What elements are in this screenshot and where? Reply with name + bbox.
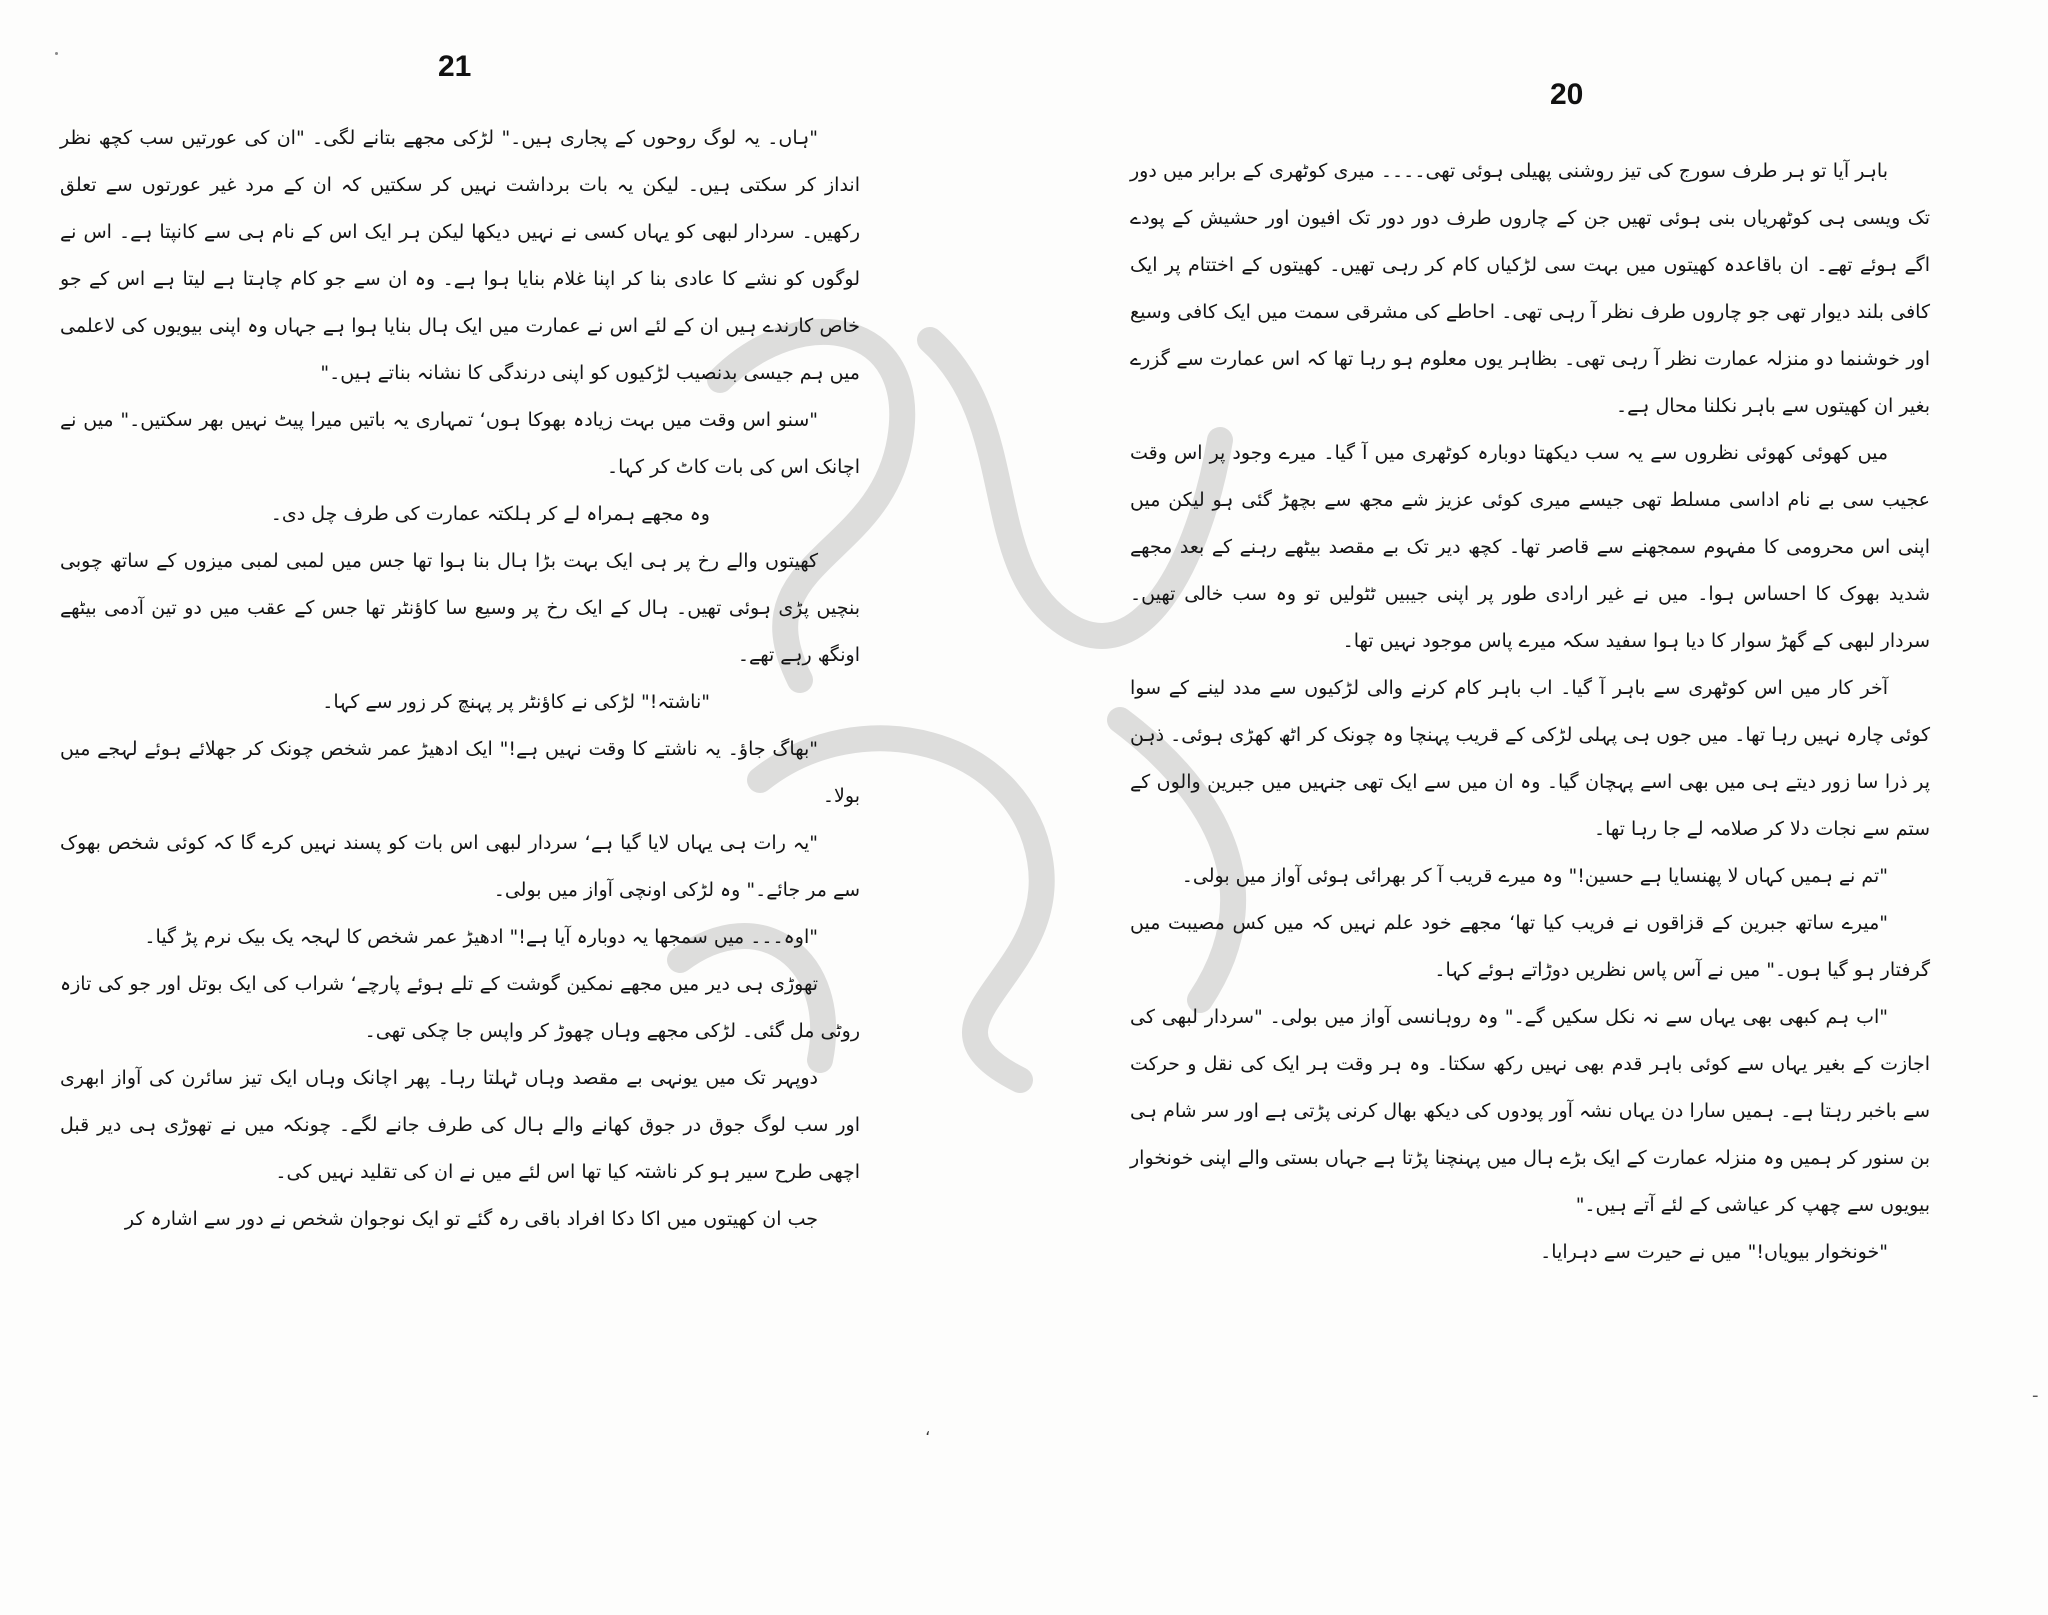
paragraph: "ہاں۔ یہ لوگ روحوں کے پجاری ہیں۔" لڑکی مجھے بتانے لگی۔ "ان کی عورتیں سب کچھ نظر انداز کر سکتی ہیں۔ لیکن یہ بات برداشت نہیں کر سکتیں کہ ان کے مرد غیر عورتوں سے تعلق رکھیں۔ سردار لبھی کو یہاں کسی نے نہیں دیکھا لیکن ہر ایک اس کے نام ہی سے کانپتا ہے۔ اس نے لوگوں کو نشے کا عادی بنا کر اپنا غلام بنایا ہوا ہے۔ وہ ان سے جو کام چاہتا ہے لیتا ہے اس کے جو خاص کارندے ہیں ان کے لئے اس نے عمارت میں ایک ہال بنایا ہوا ہے جہاں وہ اپنی بیویوں کی لاعلمی میں ہم جیسی بدنصیب لڑکیوں کو اپنی درندگی کا نشانہ بناتے ہیں۔" [60,127,860,384]
edge-mark: - [2032,1385,2039,1406]
paragraph: کھیتوں والے رخ پر ہی ایک بہت بڑا ہال بنا ہوا تھا جس میں لمبی لمبی میزوں کے ساتھ چوبی بنچیں پڑی ہوئی تھیں۔ ہال کے ایک رخ پر وسیع سا کاؤنٹر تھا جس کے عقب میں دو تین آدمی بیٹھے اونگھ رہے تھے۔ [60,550,860,666]
paragraph: "بھاگ جاؤ۔ یہ ناشتے کا وقت نہیں ہے!" ایک ادھیڑ عمر شخص چونک کر جھلائے ہوئے لہجے میں بولا۔ [60,738,860,807]
page-text [60,115,860,1243]
paragraph: جب ان کھیتوں میں اکا دکا افراد باقی رہ گئے تو ایک نوجوان شخص نے دور سے اشارہ کر [124,1208,818,1230]
scan-speck [55,52,58,55]
paragraph: آخر کار میں اس کوٹھری سے باہر آ گیا۔ اب باہر کام کرنے والی لڑکیوں سے مدد لینے کے سوا کوئی چارہ نہیں رہا تھا۔ میں جوں ہی پہلی لڑکی کے قریب پہنچا وہ چونک کر اٹھ کھڑی ہوئی۔ ذہن پر ذرا سا زور دیتے ہی میں بھی اسے پہچان گیا۔ وہ ان میں سے ایک تھی جنہیں میں جبرین والوں کے ستم سے نجات دلا کر صلامہ لے جا رہا تھا۔ [1130,677,1930,840]
paragraph: "خونخوار بیویاں!" میں نے حیرت سے دہرایا۔ [1540,1241,1888,1263]
paragraph: "ناشتہ!" لڑکی نے کاؤنٹر پر پہنچ کر زور سے کہا۔ [322,691,710,713]
paragraph: تھوڑی ہی دیر میں مجھے نمکین گوشت کے تلے ہوئے پارچے‘ شراب کی ایک بوتل اور جو کی تازہ روٹی مل گئی۔ لڑکی مجھے وہاں چھوڑ کر واپس جا چکی تھی۔ [60,973,860,1042]
paragraph: وہ مجھے ہمراہ لے کر ہلکتہ عمارت کی طرف چل دی۔ [270,503,710,525]
paragraph: میں کھوئی کھوئی نظروں سے یہ سب دیکھتا دوبارہ کوٹھری میں آ گیا۔ میرے وجود پر اس وقت عجیب سی بے نام اداسی مسلط تھی جیسے میری کوئی عزیز شے مجھ سے بچھڑ گئی ہو لیکن میں اپنی اس محرومی کا مفہوم سمجھنے سے قاصر تھا۔ کچھ دیر تک بے مقصد بیٹھے رہنے کے بعد مجھے شدید بھوک کا احساس ہوا۔ میں نے غیر ارادی طور پر اپنی جیبیں ٹٹولیں تو وہ سب خالی تھیں۔ سردار لبھی کے گھڑ سوار کا دیا ہوا سفید سکہ میرے پاس موجود نہیں تھا۔ [1130,442,1930,652]
paragraph: "اب ہم کبھی بھی یہاں سے نہ نکل سکیں گے۔" وہ روہانسی آواز میں بولی۔ "سردار لبھی کی اجازت کے بغیر یہاں سے کوئی باہر قدم بھی نہیں رکھ سکتا۔ وہ ہر وقت ہر ایک کی نقل و حرکت سے باخبر رہتا ہے۔ ہمیں سارا دن یہاں نشہ آور پودوں کی دیکھ بھال کرنی پڑتی ہے اور سر شام ہی بن سنور کر ہمیں وہ منزلہ عمارت کے ایک بڑے ہال میں پہنچنا پڑتا ہے جہاں بستی والے اپنی خونخوار بیویوں سے چھپ کر عیاشی کے لئے آتے ہیں۔" [1130,1006,1930,1216]
page-number: 21 [438,50,472,83]
binding-mark: ، [925,1420,931,1439]
paragraph: "میرے ساتھ جبرین کے قزاقوں نے فریب کیا تھا‘ مجھے خود علم نہیں کہ میں کس مصیبت میں گرفتار ہو گیا ہوں۔" میں نے آس پاس نظریں دوڑاتے ہوئے کہا۔ [1130,912,1930,981]
paragraph: "تم نے ہمیں کہاں لا پھنسایا ہے حسین!" وہ میرے قریب آ کر بھرائی ہوئی آواز میں بولی۔ [1181,865,1888,887]
paragraph: دوپہر تک میں یونہی بے مقصد وہاں ٹہلتا رہا۔ پھر اچانک وہاں ایک تیز سائرن کی آواز ابھری اور سب لوگ جوق در جوق کھانے والے ہال کی طرف جانے لگے۔ چونکہ میں نے تھوڑی ہی دیر قبل اچھی طرح سیر ہو کر ناشتہ کیا تھا اس لئے میں نے ان کی تقلید نہیں کی۔ [60,1067,860,1183]
page-number: 20 [1550,78,1584,111]
left-page [0,0,1000,1615]
paragraph: "اوہ۔۔۔ میں سمجھا یہ دوبارہ آیا ہے!" ادھیڑ عمر شخص کا لہجہ یک بیک نرم پڑ گیا۔ [144,926,818,948]
page-text [1130,148,1930,1276]
paragraph: "یہ رات ہی یہاں لایا گیا ہے‘ سردار لبھی اس بات کو پسند نہیں کرے گا کہ کوئی شخص بھوک سے مر جائے۔" وہ لڑکی اونچی آواز میں بولی۔ [60,832,860,901]
paragraph: باہر آیا تو ہر طرف سورج کی تیز روشنی پھیلی ہوئی تھی۔۔۔۔ میری کوٹھری کے برابر میں دور تک ویسی ہی کوٹھریاں بنی ہوئی تھیں جن کے چاروں طرف دور دور تک افیون اور حشیش کے پودے اگے ہوئے تھے۔ ان باقاعدہ کھیتوں میں بہت سی لڑکیاں کام کر رہی تھیں۔ کھیتوں کے اختتام پر ایک کافی بلند دیوار تھی جو چاروں طرف نظر آ رہی تھی۔ احاطے کی مشرقی سمت میں ایک کافی وسیع اور خوشنما دو منزلہ عمارت نظر آ رہی تھی۔ بظاہر یوں معلوم ہو رہا تھا کہ اس عمارت سے گزرے بغیر ان کھیتوں سے باہر نکلنا محال ہے۔ [1130,160,1930,417]
paragraph: "سنو اس وقت میں بہت زیادہ بھوکا ہوں‘ تمہاری یہ باتیں میرا پیٹ نہیں بھر سکتیں۔" میں نے اچانک اس کی بات کاٹ کر کہا۔ [60,409,860,478]
right-page [1060,0,2048,1615]
